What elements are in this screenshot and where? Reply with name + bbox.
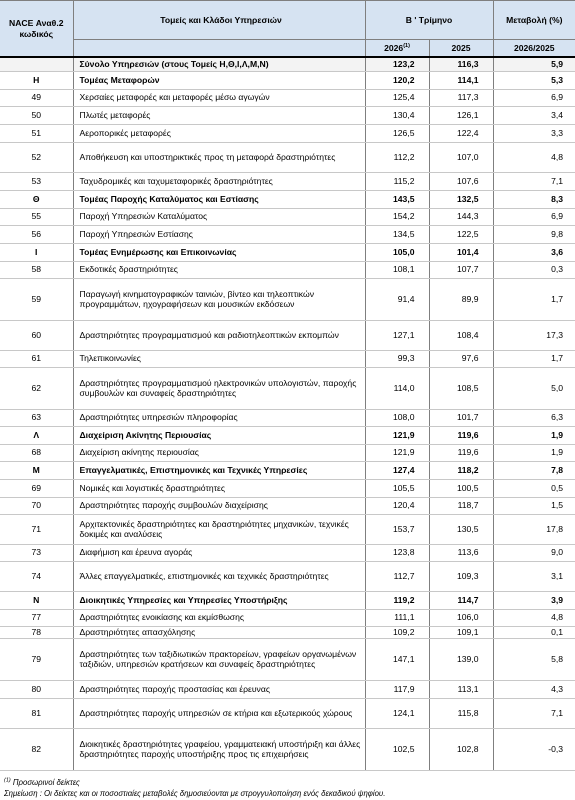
table-row xyxy=(0,497,575,514)
nace-code-cell xyxy=(0,57,73,71)
nace-code-cell: 77 xyxy=(0,609,73,626)
table-row xyxy=(0,57,575,71)
value-2026-cell: 123,8 xyxy=(365,544,429,561)
value-2026-cell: 117,9 xyxy=(365,680,429,698)
table-row xyxy=(0,728,575,770)
footnote-provisional xyxy=(4,777,571,789)
year-2025-header: 2025 xyxy=(429,40,493,58)
value-2025-cell: 114,1 xyxy=(429,71,493,89)
table-row xyxy=(0,208,575,225)
table-row xyxy=(0,71,575,89)
sector-name-cell: Δραστηριότητες παροχής υπηρεσιών σε κτήρια και εξωτερικούς χώρους xyxy=(73,698,365,728)
period-header: Β ' Τρίμηνο xyxy=(365,1,493,40)
change-cell: 6,9 xyxy=(493,89,575,106)
table-row xyxy=(0,626,575,638)
nace-code-cell: 59 xyxy=(0,278,73,320)
table-row xyxy=(0,225,575,243)
table-row xyxy=(0,561,575,591)
value-2025-cell: 97,6 xyxy=(429,350,493,367)
table-row xyxy=(0,638,575,680)
sector-name-cell: Νομικές και λογιστικές δραστηριότητες xyxy=(73,479,365,497)
sector-name-cell: Δραστηριότητες των ταξιδιωτικών πρακτορείων, γραφείων οργανωμένων ταξιδιών, υπηρεσιών κρατήσεων και συναφείς δραστηριότητες xyxy=(73,638,365,680)
table-row xyxy=(0,190,575,208)
change-cell: 9,8 xyxy=(493,225,575,243)
table-row xyxy=(0,514,575,544)
nace-code-header: NACE Αναθ.2 κωδικός xyxy=(0,1,73,58)
table-row xyxy=(0,172,575,190)
nace-code-cell: 62 xyxy=(0,367,73,409)
year-2026-header xyxy=(365,40,429,58)
value-2026-cell: 127,1 xyxy=(365,320,429,350)
value-2026-cell: 112,7 xyxy=(365,561,429,591)
nace-code-cell: 56 xyxy=(0,225,73,243)
sector-name-cell: Εκδοτικές δραστηριότητες xyxy=(73,261,365,278)
sector-name-cell: Διοικητικές Υπηρεσίες και Υπηρεσίες Υποστήριξης xyxy=(73,591,365,609)
table-subheader-row xyxy=(0,40,575,58)
table-row xyxy=(0,350,575,367)
nace-code-cell: Ι xyxy=(0,243,73,261)
nace-code-cell: 73 xyxy=(0,544,73,561)
nace-code-cell: 55 xyxy=(0,208,73,225)
sector-name-cell: Χερσαίες μεταφορές και μεταφορές μέσω αγωγών xyxy=(73,89,365,106)
change-cell: 17,3 xyxy=(493,320,575,350)
value-2026-cell: 108,1 xyxy=(365,261,429,278)
change-header: Μεταβολή (%) xyxy=(493,1,575,40)
value-2026-cell: 105,5 xyxy=(365,479,429,497)
value-2026-cell: 114,0 xyxy=(365,367,429,409)
nace-code-cell: 78 xyxy=(0,626,73,638)
sector-name-cell: Πλωτές μεταφορές xyxy=(73,106,365,124)
value-2026-cell: 112,2 xyxy=(365,142,429,172)
table-row xyxy=(0,479,575,497)
sector-name-cell: Ταχυδρομικές και ταχυμεταφορικές δραστηριότητες xyxy=(73,172,365,190)
change-cell: 0,3 xyxy=(493,261,575,278)
sector-name-cell: Δραστηριότητες ενοικίασης και εκμίσθωσης xyxy=(73,609,365,626)
value-2025-cell: 106,0 xyxy=(429,609,493,626)
nace-code-cell: 80 xyxy=(0,680,73,698)
nace-code-cell: Ν xyxy=(0,591,73,609)
value-2025-cell: 100,5 xyxy=(429,479,493,497)
change-cell: 1,7 xyxy=(493,278,575,320)
value-2025-cell: 130,5 xyxy=(429,514,493,544)
value-2025-cell: 132,5 xyxy=(429,190,493,208)
value-2026-cell: 130,4 xyxy=(365,106,429,124)
change-cell: 1,5 xyxy=(493,497,575,514)
sector-name-cell: Αεροπορικές μεταφορές xyxy=(73,124,365,142)
value-2025-cell: 116,3 xyxy=(429,57,493,71)
value-2025-cell: 107,0 xyxy=(429,142,493,172)
value-2025-cell: 102,8 xyxy=(429,728,493,770)
table-row xyxy=(0,544,575,561)
nace-code-cell: 50 xyxy=(0,106,73,124)
nace-code-cell: 60 xyxy=(0,320,73,350)
table-row xyxy=(0,426,575,444)
value-2026-cell: 126,5 xyxy=(365,124,429,142)
change-cell: 6,9 xyxy=(493,208,575,225)
value-2026-cell: 153,7 xyxy=(365,514,429,544)
table-row xyxy=(0,680,575,698)
nace-code-cell: 51 xyxy=(0,124,73,142)
table-row xyxy=(0,142,575,172)
change-cell: 0,1 xyxy=(493,626,575,638)
sector-name-cell: Άλλες επαγγελματικές, επιστημονικές και τεχνικές δραστηριότητες xyxy=(73,561,365,591)
change-cell: 5,3 xyxy=(493,71,575,89)
value-2025-cell: 117,3 xyxy=(429,89,493,106)
value-2026-cell: 91,4 xyxy=(365,278,429,320)
table-row xyxy=(0,89,575,106)
change-cell: 1,9 xyxy=(493,444,575,461)
value-2026-cell: 123,2 xyxy=(365,57,429,71)
nace-code-cell: 58 xyxy=(0,261,73,278)
change-cell: 6,3 xyxy=(493,409,575,426)
nace-code-cell: 68 xyxy=(0,444,73,461)
footnote-remark: Σημείωση : Οι δείκτες και οι ποσοστιαίες μεταβολές δημοσιεύονται με στρογγυλοποίηση ενός δεκαδικού ψηφίου. xyxy=(4,789,386,798)
value-2026-cell: 119,2 xyxy=(365,591,429,609)
value-2026-cell: 108,0 xyxy=(365,409,429,426)
sector-name-cell: Διαχείριση ακίνητης περιουσίας xyxy=(73,444,365,461)
sector-name-cell: Επαγγελματικές, Επιστημονικές και Τεχνικές Υπηρεσίες xyxy=(73,461,365,479)
value-2025-cell: 119,6 xyxy=(429,444,493,461)
change-cell: 4,3 xyxy=(493,680,575,698)
value-2026-cell: 105,0 xyxy=(365,243,429,261)
value-2026-cell: 154,2 xyxy=(365,208,429,225)
change-cell: 17,8 xyxy=(493,514,575,544)
sector-name-cell: Τομέας Μεταφορών xyxy=(73,71,365,89)
change-period-header: 2026/2025 xyxy=(493,40,575,58)
table-row xyxy=(0,278,575,320)
change-cell: 3,1 xyxy=(493,561,575,591)
table-row xyxy=(0,609,575,626)
nace-code-cell: 61 xyxy=(0,350,73,367)
table-row xyxy=(0,367,575,409)
value-2026-cell: 147,1 xyxy=(365,638,429,680)
table-row xyxy=(0,444,575,461)
value-2025-cell: 118,7 xyxy=(429,497,493,514)
nace-code-cell: Μ xyxy=(0,461,73,479)
sector-name-cell: Διαχείριση Ακίνητης Περιουσίας xyxy=(73,426,365,444)
value-2025-cell: 113,1 xyxy=(429,680,493,698)
sector-name-cell: Δραστηριότητες απασχόλησης xyxy=(73,626,365,638)
sector-name-cell: Δραστηριότητες παροχής συμβουλών διαχείρισης xyxy=(73,497,365,514)
sector-name-cell: Δραστηριότητες προγραμματισμού και ραδιοτηλεοπτικών εκπομπών xyxy=(73,320,365,350)
sector-name-cell: Αποθήκευση και υποστηρικτικές προς τη μεταφορά δραστηριότητες xyxy=(73,142,365,172)
nace-code-cell: 70 xyxy=(0,497,73,514)
sector-name-cell: Τομέας Ενημέρωσης και Επικοινωνίας xyxy=(73,243,365,261)
change-cell: 4,8 xyxy=(493,609,575,626)
nace-code-cell: 52 xyxy=(0,142,73,172)
value-2026-cell: 99,3 xyxy=(365,350,429,367)
sector-name-cell: Σύνολο Υπηρεσιών (στους Τομείς Η,Θ,Ι,Λ,Μ,Ν) xyxy=(73,57,365,71)
value-2026-cell: 115,2 xyxy=(365,172,429,190)
table-row xyxy=(0,698,575,728)
value-2026-cell: 121,9 xyxy=(365,444,429,461)
table-body xyxy=(0,57,575,770)
change-cell: 1,7 xyxy=(493,350,575,367)
value-2026-cell: 109,2 xyxy=(365,626,429,638)
table-row xyxy=(0,243,575,261)
value-2025-cell: 118,2 xyxy=(429,461,493,479)
value-2026-cell: 134,5 xyxy=(365,225,429,243)
sector-name-cell: Τομέας Παροχής Καταλύματος και Εστίασης xyxy=(73,190,365,208)
value-2026-cell: 102,5 xyxy=(365,728,429,770)
change-cell: 7,1 xyxy=(493,172,575,190)
sector-name-cell: Τηλεπικοινωνίες xyxy=(73,350,365,367)
value-2026-cell: 124,1 xyxy=(365,698,429,728)
value-2025-cell: 119,6 xyxy=(429,426,493,444)
value-2026-cell: 111,1 xyxy=(365,609,429,626)
value-2026-cell: 143,5 xyxy=(365,190,429,208)
change-cell: 0,5 xyxy=(493,479,575,497)
value-2026-cell: 121,9 xyxy=(365,426,429,444)
change-cell: 1,9 xyxy=(493,426,575,444)
nace-code-cell: 81 xyxy=(0,698,73,728)
table-row xyxy=(0,320,575,350)
value-2025-cell: 113,6 xyxy=(429,544,493,561)
value-2026-cell: 120,4 xyxy=(365,497,429,514)
change-cell: 7,8 xyxy=(493,461,575,479)
nace-code-cell: 53 xyxy=(0,172,73,190)
value-2025-cell: 101,4 xyxy=(429,243,493,261)
value-2025-cell: 107,7 xyxy=(429,261,493,278)
value-2026-cell: 120,2 xyxy=(365,71,429,89)
value-2025-cell: 101,7 xyxy=(429,409,493,426)
nace-code-cell: 63 xyxy=(0,409,73,426)
value-2025-cell: 122,4 xyxy=(429,124,493,142)
change-cell: 5,0 xyxy=(493,367,575,409)
value-2025-cell: 126,1 xyxy=(429,106,493,124)
footnote-provisional-text: Προσωρινοί δείκτες xyxy=(12,777,80,787)
value-2025-cell: 114,7 xyxy=(429,591,493,609)
nace-code-cell: 79 xyxy=(0,638,73,680)
table-row xyxy=(0,591,575,609)
sector-name-cell: Δραστηριότητες προγραμματισμού ηλεκτρονικών υπολογιστών, παροχής συμβουλών και συναφείς δραστηριότητες xyxy=(73,367,365,409)
change-cell: 5,8 xyxy=(493,638,575,680)
sector-subheader-blank xyxy=(73,40,365,58)
sector-name-cell: Αρχιτεκτονικές δραστηριότητες και δραστηριότητες μηχανικών, τεχνικές δοκιμές και αναλύσεις xyxy=(73,514,365,544)
change-cell: 3,9 xyxy=(493,591,575,609)
change-cell: 3,3 xyxy=(493,124,575,142)
change-cell: 3,6 xyxy=(493,243,575,261)
table-row xyxy=(0,124,575,142)
change-cell: 8,3 xyxy=(493,190,575,208)
sector-name-cell: Διαφήμιση και έρευνα αγοράς xyxy=(73,544,365,561)
nace-code-cell: 82 xyxy=(0,728,73,770)
change-cell: 3,4 xyxy=(493,106,575,124)
footnote-marker: (1) xyxy=(4,776,11,783)
table-row xyxy=(0,409,575,426)
sector-name-cell: Διοικητικές δραστηριότητες γραφείου, γραμματειακή υποστήριξη και άλλες δραστηριότητες παροχής υποστήριξης προς τις επιχειρήσεις xyxy=(73,728,365,770)
sector-header: Τομείς και Κλάδοι Υπηρεσιών xyxy=(73,1,365,40)
table-row xyxy=(0,261,575,278)
value-2025-cell: 139,0 xyxy=(429,638,493,680)
change-cell: -0,3 xyxy=(493,728,575,770)
value-2025-cell: 89,9 xyxy=(429,278,493,320)
value-2025-cell: 144,3 xyxy=(429,208,493,225)
nace-code-cell: 74 xyxy=(0,561,73,591)
change-cell: 5,9 xyxy=(493,57,575,71)
footnotes xyxy=(0,771,575,800)
sector-name-cell: Δραστηριότητες παροχής προστασίας και έρευνας xyxy=(73,680,365,698)
nace-code-cell: Λ xyxy=(0,426,73,444)
year-2026-label: 2026 xyxy=(384,42,404,53)
nace-code-cell: 69 xyxy=(0,479,73,497)
value-2026-cell: 127,4 xyxy=(365,461,429,479)
provisional-marker: (1) xyxy=(403,42,410,49)
sector-name-cell: Παροχή Υπηρεσιών Εστίασης xyxy=(73,225,365,243)
value-2025-cell: 122,5 xyxy=(429,225,493,243)
sector-name-cell: Δραστηριότητες υπηρεσιών πληροφορίας xyxy=(73,409,365,426)
value-2025-cell: 108,4 xyxy=(429,320,493,350)
sector-name-cell: Παροχή Υπηρεσιών Καταλύματος xyxy=(73,208,365,225)
table-row xyxy=(0,106,575,124)
value-2025-cell: 109,3 xyxy=(429,561,493,591)
value-2025-cell: 115,8 xyxy=(429,698,493,728)
value-2025-cell: 109,1 xyxy=(429,626,493,638)
nace-code-cell: 71 xyxy=(0,514,73,544)
value-2026-cell: 125,4 xyxy=(365,89,429,106)
value-2025-cell: 108,5 xyxy=(429,367,493,409)
table-header-row xyxy=(0,1,575,40)
change-cell: 7,1 xyxy=(493,698,575,728)
change-cell: 4,8 xyxy=(493,142,575,172)
change-cell: 9,0 xyxy=(493,544,575,561)
nace-code-cell: Η xyxy=(0,71,73,89)
nace-code-cell: Θ xyxy=(0,190,73,208)
value-2025-cell: 107,6 xyxy=(429,172,493,190)
nace-code-cell: 49 xyxy=(0,89,73,106)
table-row xyxy=(0,461,575,479)
sector-name-cell: Παραγωγή κινηματογραφικών ταινιών, βίντεο και τηλεοπτικών προγραμμάτων, ηχογραφήσεων και μουσικών εκδόσεων xyxy=(73,278,365,320)
